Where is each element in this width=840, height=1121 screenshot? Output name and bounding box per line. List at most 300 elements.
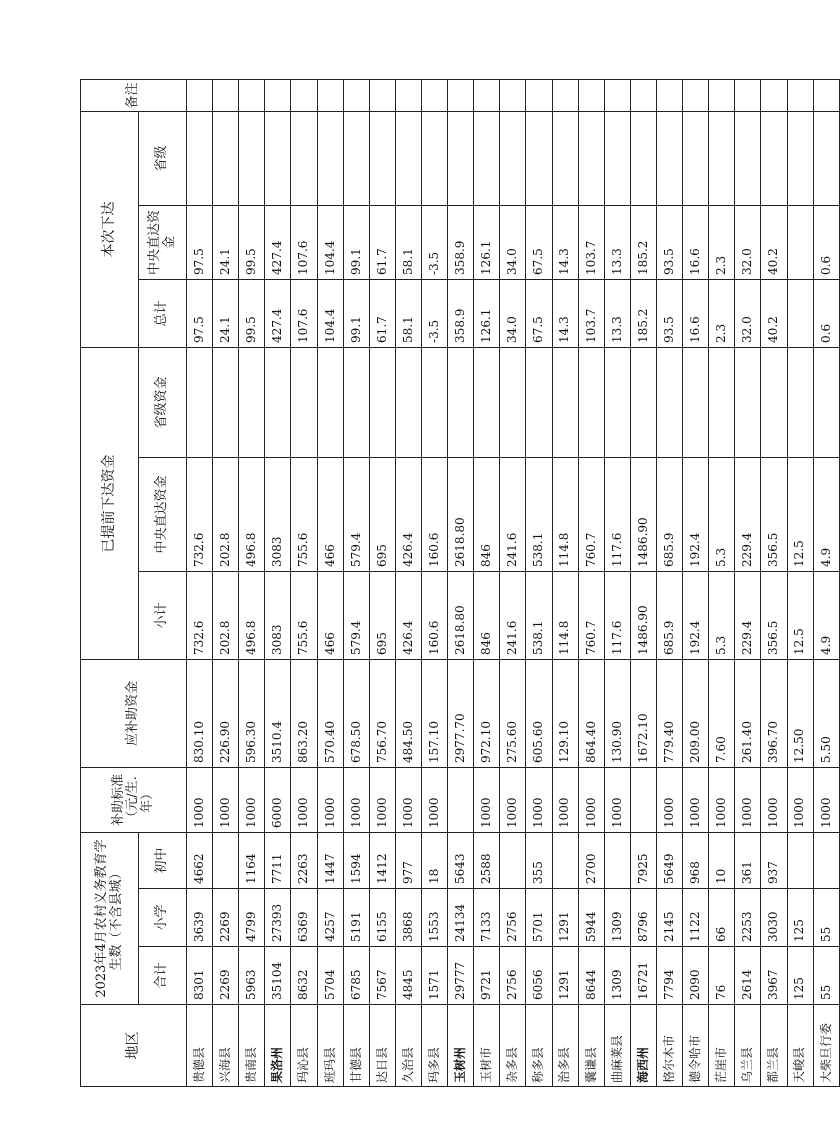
advanced-central-cell: 695 xyxy=(369,457,395,571)
current-provincial-cell xyxy=(317,111,343,205)
total-cell: 16721 xyxy=(630,947,656,1005)
total-cell: 8644 xyxy=(578,947,604,1005)
current-provincial-cell xyxy=(709,111,735,205)
junior-cell: 4662 xyxy=(187,832,213,888)
table-row xyxy=(343,79,369,1086)
advanced-central-cell: 192.4 xyxy=(683,457,709,571)
remark-cell xyxy=(656,79,682,111)
advanced-provincial-cell xyxy=(552,347,578,457)
current-provincial-cell xyxy=(291,111,317,205)
advanced-subtotal-cell: 114.8 xyxy=(552,571,578,659)
remark-cell xyxy=(395,79,421,111)
advanced-central-cell: 426.4 xyxy=(395,457,421,571)
table-row xyxy=(213,79,239,1086)
advanced-subtotal-cell: 12.5 xyxy=(787,571,813,659)
standard-cell: 1000 xyxy=(552,767,578,832)
due-funds-cell: 7.60 xyxy=(709,659,735,767)
advanced-central-cell: 160.6 xyxy=(421,457,447,571)
due-funds-cell: 226.90 xyxy=(213,659,239,767)
advanced-subtotal-cell: 2618.80 xyxy=(448,571,474,659)
current-total-cell: 58.1 xyxy=(395,279,421,347)
advanced-provincial-cell xyxy=(395,347,421,457)
advanced-subtotal-cell: 202.8 xyxy=(213,571,239,659)
table-row xyxy=(265,79,291,1086)
standard-cell: 1000 xyxy=(395,767,421,832)
primary-cell: 5701 xyxy=(526,889,552,947)
advanced-central-cell: 579.4 xyxy=(343,457,369,571)
due-funds-cell: 678.50 xyxy=(343,659,369,767)
due-funds-cell: 1672.10 xyxy=(630,659,656,767)
standard-cell: 1000 xyxy=(291,767,317,832)
current-provincial-cell xyxy=(448,111,474,205)
junior-cell xyxy=(500,832,526,888)
current-provincial-cell xyxy=(526,111,552,205)
table-row xyxy=(787,79,813,1086)
advanced-central-cell: 241.6 xyxy=(500,457,526,571)
junior-cell: 18 xyxy=(421,832,447,888)
header-current-group: 本次下达 xyxy=(81,111,139,347)
total-cell: 76 xyxy=(709,947,735,1005)
advanced-central-cell: 755.6 xyxy=(291,457,317,571)
primary-cell: 3030 xyxy=(761,889,787,947)
standard-cell: 1000 xyxy=(369,767,395,832)
region-cell: 大柴旦行委 xyxy=(813,1005,839,1087)
table-row xyxy=(526,79,552,1086)
standard-cell: 1000 xyxy=(604,767,630,832)
remark-cell xyxy=(761,79,787,111)
region-cell: 玛多县 xyxy=(421,1005,447,1087)
header-current-total: 总计 xyxy=(139,279,187,347)
junior-cell: 1412 xyxy=(369,832,395,888)
current-total-cell: 2.3 xyxy=(709,279,735,347)
header-current-central: 中央直达资金 xyxy=(139,205,187,279)
current-provincial-cell xyxy=(813,111,839,205)
current-provincial-cell xyxy=(787,111,813,205)
advanced-central-cell: 538.1 xyxy=(526,457,552,571)
region-cell: 玉树市 xyxy=(474,1005,500,1087)
current-provincial-cell xyxy=(735,111,761,205)
region-cell: 茫崖市 xyxy=(709,1005,735,1087)
total-cell: 5963 xyxy=(239,947,265,1005)
junior-cell: 968 xyxy=(683,832,709,888)
current-central-cell: 32.0 xyxy=(735,205,761,279)
due-funds-cell: 2977.70 xyxy=(448,659,474,767)
primary-cell: 27393 xyxy=(265,889,291,947)
advanced-provincial-cell xyxy=(448,347,474,457)
header-primary: 小学 xyxy=(139,889,187,947)
current-provincial-cell xyxy=(369,111,395,205)
junior-cell xyxy=(787,832,813,888)
current-total-cell: 358.9 xyxy=(448,279,474,347)
table-row xyxy=(421,79,447,1086)
due-funds-cell: 779.40 xyxy=(656,659,682,767)
current-total-cell: 103.7 xyxy=(578,279,604,347)
due-funds-cell: 863.20 xyxy=(291,659,317,767)
advanced-subtotal-cell: 4.9 xyxy=(813,571,839,659)
table-row xyxy=(291,79,317,1086)
current-total-cell: -3.5 xyxy=(421,279,447,347)
primary-cell: 1122 xyxy=(683,889,709,947)
advanced-central-cell: 114.8 xyxy=(552,457,578,571)
table-row xyxy=(683,79,709,1086)
remark-cell xyxy=(500,79,526,111)
junior-cell: 1594 xyxy=(343,832,369,888)
advanced-subtotal-cell: 755.6 xyxy=(291,571,317,659)
advanced-central-cell: 202.8 xyxy=(213,457,239,571)
standard-cell: 1000 xyxy=(578,767,604,832)
current-provincial-cell xyxy=(761,111,787,205)
table-row xyxy=(448,79,474,1086)
primary-cell: 2269 xyxy=(213,889,239,947)
header-standard: 补助标准（元/生.年） xyxy=(81,767,187,832)
advanced-subtotal-cell: 5.3 xyxy=(709,571,735,659)
total-cell: 2269 xyxy=(213,947,239,1005)
due-funds-cell: 596.30 xyxy=(239,659,265,767)
table-row xyxy=(656,79,682,1086)
remark-cell xyxy=(735,79,761,111)
current-total-cell: 61.7 xyxy=(369,279,395,347)
header-remarks: 备注 xyxy=(81,79,187,111)
current-total-cell: 427.4 xyxy=(265,279,291,347)
current-central-cell xyxy=(787,205,813,279)
total-cell: 8632 xyxy=(291,947,317,1005)
header-total: 合计 xyxy=(139,947,187,1005)
standard-cell: 1000 xyxy=(239,767,265,832)
advanced-provincial-cell xyxy=(369,347,395,457)
standard-cell: 1000 xyxy=(421,767,447,832)
current-central-cell: 24.1 xyxy=(213,205,239,279)
region-cell: 称多县 xyxy=(526,1005,552,1087)
advanced-subtotal-cell: 538.1 xyxy=(526,571,552,659)
advanced-provincial-cell xyxy=(213,347,239,457)
current-central-cell: 427.4 xyxy=(265,205,291,279)
standard-cell: 1000 xyxy=(474,767,500,832)
junior-cell: 2700 xyxy=(578,832,604,888)
primary-cell: 6155 xyxy=(369,889,395,947)
table-row xyxy=(630,79,656,1086)
current-provincial-cell xyxy=(239,111,265,205)
total-cell: 55 xyxy=(813,947,839,1005)
due-funds-cell: 129.10 xyxy=(552,659,578,767)
advanced-subtotal-cell: 695 xyxy=(369,571,395,659)
total-cell: 7794 xyxy=(656,947,682,1005)
advanced-subtotal-cell: 466 xyxy=(317,571,343,659)
advanced-provincial-cell xyxy=(630,347,656,457)
advanced-subtotal-cell: 3083 xyxy=(265,571,291,659)
primary-cell: 1309 xyxy=(604,889,630,947)
advanced-subtotal-cell: 229.4 xyxy=(735,571,761,659)
header-central-direct: 中央直达资金 xyxy=(139,457,187,571)
region-cell: 囊谦县 xyxy=(578,1005,604,1087)
region-cell: 果洛州 xyxy=(265,1005,291,1087)
current-central-cell: 61.7 xyxy=(369,205,395,279)
current-total-cell: 97.5 xyxy=(187,279,213,347)
remark-cell xyxy=(709,79,735,111)
current-central-cell: 103.7 xyxy=(578,205,604,279)
advanced-central-cell: 229.4 xyxy=(735,457,761,571)
total-cell: 1571 xyxy=(421,947,447,1005)
total-cell: 2756 xyxy=(500,947,526,1005)
header-region: 地区 xyxy=(81,1005,187,1087)
advanced-central-cell: 466 xyxy=(317,457,343,571)
remark-cell xyxy=(813,79,839,111)
current-provincial-cell xyxy=(604,111,630,205)
current-central-cell: 97.5 xyxy=(187,205,213,279)
due-funds-cell: 275.60 xyxy=(500,659,526,767)
remark-cell xyxy=(604,79,630,111)
junior-cell: 361 xyxy=(735,832,761,888)
current-central-cell: 2.3 xyxy=(709,205,735,279)
region-cell: 贵德县 xyxy=(187,1005,213,1087)
standard-cell: 1000 xyxy=(683,767,709,832)
current-central-cell: 99.1 xyxy=(343,205,369,279)
region-cell: 玛沁县 xyxy=(291,1005,317,1087)
due-funds-cell: 830.10 xyxy=(187,659,213,767)
advanced-central-cell: 5.3 xyxy=(709,457,735,571)
advanced-subtotal-cell: 192.4 xyxy=(683,571,709,659)
current-central-cell: 58.1 xyxy=(395,205,421,279)
remark-cell xyxy=(474,79,500,111)
standard-cell: 1000 xyxy=(187,767,213,832)
current-central-cell: 99.5 xyxy=(239,205,265,279)
table-row xyxy=(187,79,213,1086)
standard-cell: 1000 xyxy=(317,767,343,832)
advanced-provincial-cell xyxy=(761,347,787,457)
advanced-provincial-cell xyxy=(187,347,213,457)
advanced-subtotal-cell: 496.8 xyxy=(239,571,265,659)
total-cell: 29777 xyxy=(448,947,474,1005)
current-central-cell: 107.6 xyxy=(291,205,317,279)
standard-cell xyxy=(448,767,474,832)
current-central-cell: 93.5 xyxy=(656,205,682,279)
primary-cell: 2756 xyxy=(500,889,526,947)
primary-cell: 4257 xyxy=(317,889,343,947)
standard-cell: 1000 xyxy=(213,767,239,832)
junior-cell: 7925 xyxy=(630,832,656,888)
region-cell: 兴海县 xyxy=(213,1005,239,1087)
total-cell: 7567 xyxy=(369,947,395,1005)
due-funds-cell: 972.10 xyxy=(474,659,500,767)
advanced-provincial-cell xyxy=(317,347,343,457)
advanced-subtotal-cell: 732.6 xyxy=(187,571,213,659)
junior-cell: 977 xyxy=(395,832,421,888)
table-row xyxy=(239,79,265,1086)
current-total-cell: 99.5 xyxy=(239,279,265,347)
junior-cell: 5649 xyxy=(656,832,682,888)
advanced-provincial-cell xyxy=(343,347,369,457)
region-cell: 乌兰县 xyxy=(735,1005,761,1087)
current-central-cell: 14.3 xyxy=(552,205,578,279)
remark-cell xyxy=(265,79,291,111)
primary-cell: 5191 xyxy=(343,889,369,947)
table-row xyxy=(604,79,630,1086)
subsidy-table xyxy=(80,79,840,1087)
header-students-group: 2023年4月农村义务教育学生数（不含县城） xyxy=(81,832,139,1004)
advanced-provincial-cell xyxy=(709,347,735,457)
total-cell: 6056 xyxy=(526,947,552,1005)
current-provincial-cell xyxy=(421,111,447,205)
total-cell: 1309 xyxy=(604,947,630,1005)
remark-cell xyxy=(369,79,395,111)
region-cell: 都兰县 xyxy=(761,1005,787,1087)
current-central-cell: 13.3 xyxy=(604,205,630,279)
table-row xyxy=(709,79,735,1086)
region-cell: 德令哈市 xyxy=(683,1005,709,1087)
advanced-provincial-cell xyxy=(474,347,500,457)
due-funds-cell: 130.90 xyxy=(604,659,630,767)
standard-cell: 1000 xyxy=(813,767,839,832)
advanced-subtotal-cell: 846 xyxy=(474,571,500,659)
remark-cell xyxy=(683,79,709,111)
table-row xyxy=(369,79,395,1086)
advanced-provincial-cell xyxy=(421,347,447,457)
junior-cell: 1447 xyxy=(317,832,343,888)
advanced-subtotal-cell: 160.6 xyxy=(421,571,447,659)
current-central-cell: -3.5 xyxy=(421,205,447,279)
current-total-cell: 185.2 xyxy=(630,279,656,347)
due-funds-cell: 605.60 xyxy=(526,659,552,767)
advanced-central-cell: 732.6 xyxy=(187,457,213,571)
header-junior: 初中 xyxy=(139,832,187,888)
region-cell: 天峻县 xyxy=(787,1005,813,1087)
table-row xyxy=(317,79,343,1086)
current-total-cell: 67.5 xyxy=(526,279,552,347)
advanced-subtotal-cell: 579.4 xyxy=(343,571,369,659)
current-central-cell: 104.4 xyxy=(317,205,343,279)
current-total-cell: 24.1 xyxy=(213,279,239,347)
standard-cell: 1000 xyxy=(343,767,369,832)
current-provincial-cell xyxy=(552,111,578,205)
standard-cell: 1000 xyxy=(526,767,552,832)
total-cell: 9721 xyxy=(474,947,500,1005)
advanced-provincial-cell xyxy=(526,347,552,457)
advanced-central-cell: 496.8 xyxy=(239,457,265,571)
current-total-cell: 32.0 xyxy=(735,279,761,347)
current-central-cell: 34.0 xyxy=(500,205,526,279)
junior-cell: 7711 xyxy=(265,832,291,888)
header-subtotal: 小计 xyxy=(139,571,187,659)
advanced-provincial-cell xyxy=(656,347,682,457)
advanced-central-cell: 1486.90 xyxy=(630,457,656,571)
total-cell: 3967 xyxy=(761,947,787,1005)
advanced-central-cell: 846 xyxy=(474,457,500,571)
due-funds-cell: 570.40 xyxy=(317,659,343,767)
total-cell: 1291 xyxy=(552,947,578,1005)
header-due-funds: 应补助资金 xyxy=(81,659,187,767)
due-funds-cell: 3510.4 xyxy=(265,659,291,767)
remark-cell xyxy=(239,79,265,111)
junior-cell: 355 xyxy=(526,832,552,888)
advanced-central-cell: 3083 xyxy=(265,457,291,571)
current-provincial-cell xyxy=(213,111,239,205)
remark-cell xyxy=(787,79,813,111)
current-provincial-cell xyxy=(630,111,656,205)
table-row xyxy=(735,79,761,1086)
total-cell: 125 xyxy=(787,947,813,1005)
standard-cell: 1000 xyxy=(656,767,682,832)
total-cell: 6785 xyxy=(343,947,369,1005)
current-provincial-cell xyxy=(578,111,604,205)
advanced-provincial-cell xyxy=(604,347,630,457)
remark-cell xyxy=(343,79,369,111)
header-advanced-group: 已提前下达资金 xyxy=(81,347,139,659)
primary-cell: 1553 xyxy=(421,889,447,947)
remark-cell xyxy=(187,79,213,111)
current-total-cell: 107.6 xyxy=(291,279,317,347)
current-total-cell: 99.1 xyxy=(343,279,369,347)
current-provincial-cell xyxy=(683,111,709,205)
table-row xyxy=(552,79,578,1086)
current-total-cell: 13.3 xyxy=(604,279,630,347)
region-cell: 甘德县 xyxy=(343,1005,369,1087)
due-funds-cell: 396.70 xyxy=(761,659,787,767)
junior-cell: 5643 xyxy=(448,832,474,888)
advanced-central-cell: 117.6 xyxy=(604,457,630,571)
total-cell: 8301 xyxy=(187,947,213,1005)
primary-cell: 66 xyxy=(709,889,735,947)
due-funds-cell: 209.00 xyxy=(683,659,709,767)
region-cell: 杂多县 xyxy=(500,1005,526,1087)
advanced-provincial-cell xyxy=(735,347,761,457)
primary-cell: 4799 xyxy=(239,889,265,947)
table-row xyxy=(761,79,787,1086)
primary-cell: 5944 xyxy=(578,889,604,947)
table-row xyxy=(474,79,500,1086)
advanced-provincial-cell xyxy=(265,347,291,457)
total-cell: 35104 xyxy=(265,947,291,1005)
advanced-provincial-cell xyxy=(500,347,526,457)
table-body xyxy=(187,79,840,1086)
standard-cell: 1000 xyxy=(787,767,813,832)
current-provincial-cell xyxy=(656,111,682,205)
current-total-cell: 34.0 xyxy=(500,279,526,347)
current-total-cell xyxy=(787,279,813,347)
current-total-cell: 40.2 xyxy=(761,279,787,347)
primary-cell: 24134 xyxy=(448,889,474,947)
advanced-central-cell: 685.9 xyxy=(656,457,682,571)
remark-cell xyxy=(213,79,239,111)
primary-cell: 8796 xyxy=(630,889,656,947)
current-central-cell: 67.5 xyxy=(526,205,552,279)
current-provincial-cell xyxy=(500,111,526,205)
total-cell: 4845 xyxy=(395,947,421,1005)
primary-cell: 2253 xyxy=(735,889,761,947)
standard-cell: 1000 xyxy=(735,767,761,832)
advanced-subtotal-cell: 426.4 xyxy=(395,571,421,659)
due-funds-cell: 756.70 xyxy=(369,659,395,767)
due-funds-cell: 484.50 xyxy=(395,659,421,767)
current-total-cell: 0.6 xyxy=(813,279,839,347)
region-cell: 治多县 xyxy=(552,1005,578,1087)
current-total-cell: 14.3 xyxy=(552,279,578,347)
region-cell: 海西州 xyxy=(630,1005,656,1087)
primary-cell: 3868 xyxy=(395,889,421,947)
advanced-central-cell: 12.5 xyxy=(787,457,813,571)
due-funds-cell: 261.40 xyxy=(735,659,761,767)
advanced-central-cell: 4.9 xyxy=(813,457,839,571)
current-central-cell: 0.6 xyxy=(813,205,839,279)
junior-cell: 10 xyxy=(709,832,735,888)
total-cell: 2614 xyxy=(735,947,761,1005)
table-row xyxy=(500,79,526,1086)
header-provincial-funds: 省级资金 xyxy=(139,347,187,457)
due-funds-cell: 5.50 xyxy=(813,659,839,767)
advanced-central-cell: 356.5 xyxy=(761,457,787,571)
primary-cell: 6369 xyxy=(291,889,317,947)
junior-cell xyxy=(552,832,578,888)
due-funds-cell: 12.50 xyxy=(787,659,813,767)
junior-cell: 2263 xyxy=(291,832,317,888)
